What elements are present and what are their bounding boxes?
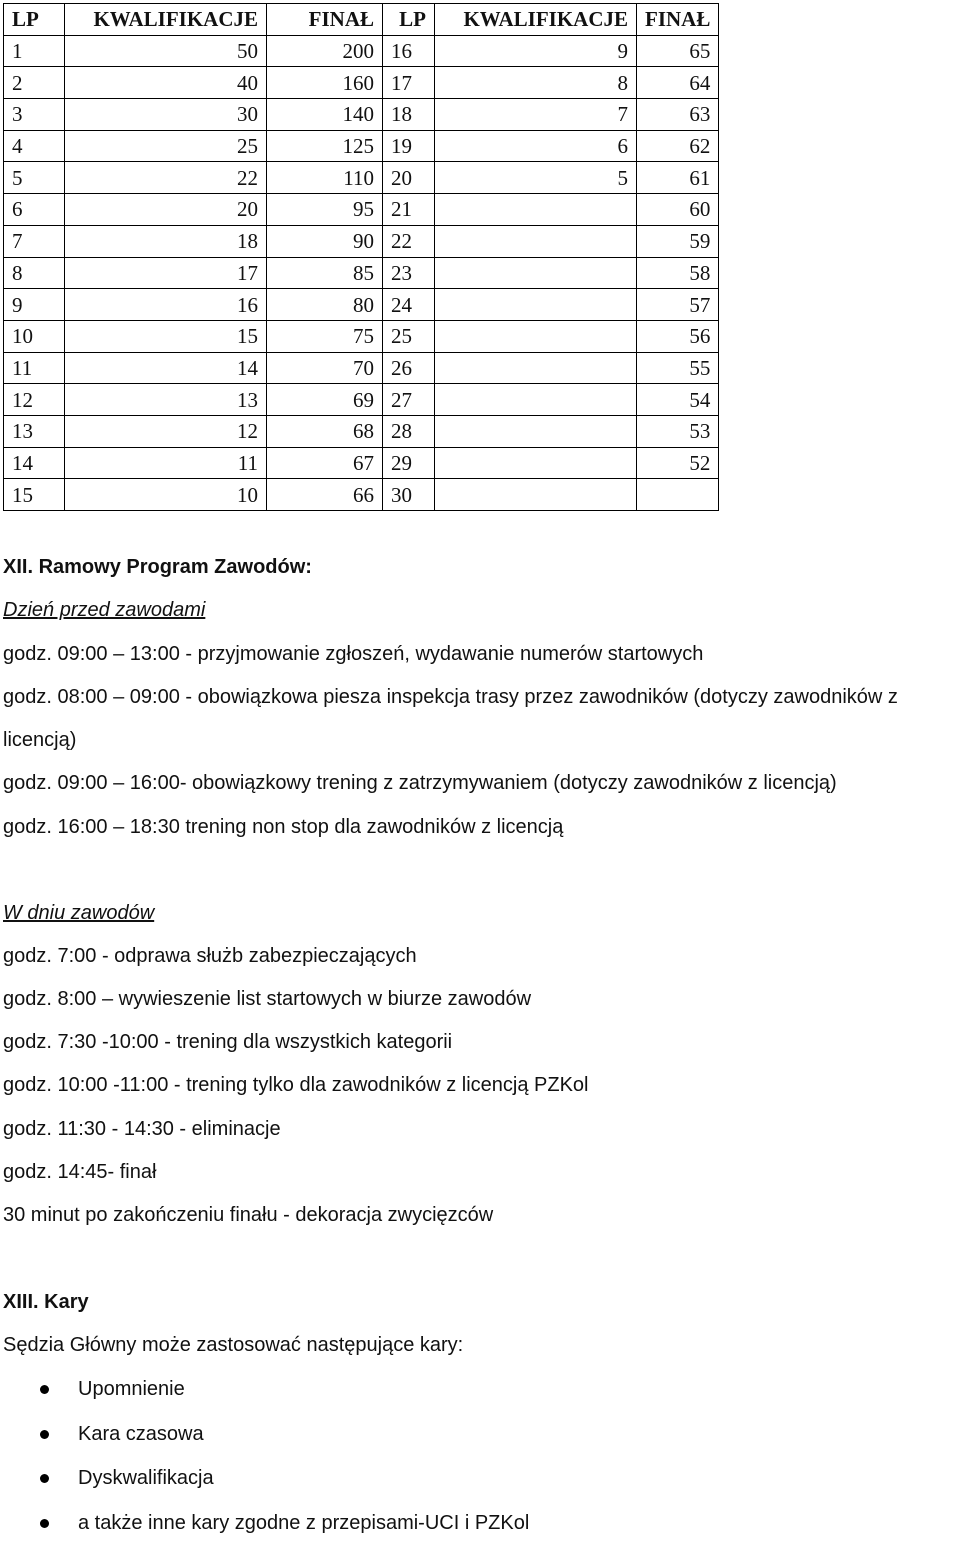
table-cell: 11 [4,352,65,384]
table-cell: 12 [4,384,65,416]
column-header: KWALIFIKACJE [435,4,637,36]
table-cell: 22 [383,225,435,257]
column-header: LP [4,4,65,36]
bullet-icon [40,1474,49,1483]
table-cell: 7 [4,225,65,257]
bullet-icon [40,1519,49,1528]
table-row [4,67,719,99]
list-item [3,1417,529,1462]
table-cell: 57 [637,289,719,321]
table-cell: 25 [383,320,435,352]
table-cell: 22 [65,162,267,194]
table-cell: 18 [65,225,267,257]
penalties-list [3,1372,529,1550]
table-cell: 40 [65,67,267,99]
day-before-heading: Dzień przed zawodami [3,599,205,622]
table-cell: 14 [4,447,65,479]
table-row [4,130,719,162]
table-cell: 13 [4,415,65,447]
table-cell: 70 [267,352,383,384]
section-13-title: XIII. Kary [3,1291,89,1314]
table-cell: 10 [4,320,65,352]
table-row [4,384,719,416]
table-cell [435,257,637,289]
table-cell: 50 [65,35,267,67]
table-cell: 7 [435,99,637,131]
table-cell: 65 [637,35,719,67]
table-cell: 6 [4,194,65,226]
table-cell: 13 [65,384,267,416]
table-cell: 54 [637,384,719,416]
bullet-icon [40,1430,49,1439]
table-cell: 125 [267,130,383,162]
schedule-item: godz. 09:00 – 13:00 - przyjmowanie zgłoszeń, wydawanie numerów startowych [3,643,703,666]
table-cell: 53 [637,415,719,447]
table-cell: 26 [383,352,435,384]
table-cell: 27 [383,384,435,416]
schedule-item: 30 minut po zakończeniu finału - dekoracja zwycięzców [3,1204,493,1227]
table-cell: 9 [435,35,637,67]
race-day-heading: W dniu zawodów [3,902,154,925]
table-cell: 80 [267,289,383,321]
section-12-title: XII. Ramowy Program Zawodów: [3,556,312,579]
table-cell: 55 [637,352,719,384]
list-item [3,1506,529,1550]
table-cell: 10 [65,479,267,511]
schedule-item: godz. 16:00 – 18:30 trening non stop dla zawodników z licencją [3,816,563,839]
table-cell: 5 [435,162,637,194]
table-cell: 52 [637,447,719,479]
table-cell: 85 [267,257,383,289]
table-cell: 25 [65,130,267,162]
table-cell: 69 [267,384,383,416]
table-cell: 68 [267,415,383,447]
table-cell: 30 [65,99,267,131]
table-cell: 200 [267,35,383,67]
table-cell: 16 [383,35,435,67]
table-cell: 56 [637,320,719,352]
table-cell [435,479,637,511]
table-cell: 63 [637,99,719,131]
column-header: LP [383,4,435,36]
table-row [4,352,719,384]
table-cell: 24 [383,289,435,321]
schedule-item: licencją) [3,729,76,752]
bullet-icon [40,1385,49,1394]
table-cell: 75 [267,320,383,352]
penalties-intro: Sędzia Główny może zastosować następujące kary: [3,1334,463,1357]
table-row [4,99,719,131]
table-cell [435,320,637,352]
table-cell: 28 [383,415,435,447]
table-cell: 64 [637,67,719,99]
penalty-label: Kara czasowa [78,1423,204,1445]
table-cell [435,194,637,226]
table-cell: 59 [637,225,719,257]
table-cell: 66 [267,479,383,511]
table-row [4,320,719,352]
table-cell: 30 [383,479,435,511]
table-cell: 58 [637,257,719,289]
schedule-item: godz. 7:00 - odprawa służb zabezpieczających [3,945,417,968]
table-cell: 17 [383,67,435,99]
table-cell [435,352,637,384]
table-cell: 61 [637,162,719,194]
table-cell: 9 [4,289,65,321]
penalty-label: a także inne kary zgodne z przepisami-UCI i PZKol [78,1512,529,1534]
table-cell: 1 [4,35,65,67]
table-row [4,225,719,257]
table-row [4,479,719,511]
table-cell [435,415,637,447]
table-row [4,162,719,194]
schedule-item: godz. 10:00 -11:00 - trening tylko dla zawodników z licencją PZKol [3,1074,589,1097]
table-row [4,447,719,479]
list-item [3,1461,529,1506]
table-cell: 20 [65,194,267,226]
column-header: KWALIFIKACJE [65,4,267,36]
table-cell: 15 [4,479,65,511]
schedule-item: godz. 09:00 – 16:00- obowiązkowy trening z zatrzymywaniem (dotyczy zawodników z licencją) [3,772,837,795]
table-cell: 90 [267,225,383,257]
table-cell: 110 [267,162,383,194]
table-cell: 20 [383,162,435,194]
table-cell: 11 [65,447,267,479]
schedule-item: godz. 11:30 - 14:30 - eliminacje [3,1118,281,1141]
table-cell: 18 [383,99,435,131]
table-row [4,257,719,289]
table-cell [435,384,637,416]
table-cell: 17 [65,257,267,289]
table-cell: 16 [65,289,267,321]
table-cell: 23 [383,257,435,289]
table-cell: 140 [267,99,383,131]
table-cell: 6 [435,130,637,162]
table-cell: 60 [637,194,719,226]
table-cell: 3 [4,99,65,131]
table-cell [435,289,637,321]
table-row [4,35,719,67]
table-body [4,35,719,510]
table-cell: 15 [65,320,267,352]
column-header: FINAŁ [637,4,719,36]
column-header: FINAŁ [267,4,383,36]
table-cell [637,479,719,511]
table-cell [435,225,637,257]
table-cell: 29 [383,447,435,479]
schedule-item: godz. 8:00 – wywieszenie list startowych w biurze zawodów [3,988,531,1011]
table-cell: 12 [65,415,267,447]
table-cell: 67 [267,447,383,479]
table-cell: 8 [4,257,65,289]
table-cell: 95 [267,194,383,226]
table-cell: 62 [637,130,719,162]
table-cell: 14 [65,352,267,384]
table-cell: 160 [267,67,383,99]
penalty-label: Upomnienie [78,1378,185,1400]
table-cell: 21 [383,194,435,226]
table-cell: 19 [383,130,435,162]
penalty-label: Dyskwalifikacja [78,1467,214,1489]
table-cell: 2 [4,67,65,99]
schedule-item: godz. 14:45- finał [3,1161,156,1184]
table-row [4,194,719,226]
table-row [4,415,719,447]
table-cell: 5 [4,162,65,194]
schedule-item: godz. 08:00 – 09:00 - obowiązkowa piesza inspekcja trasy przez zawodników (dotyczy zawodników z [3,686,898,709]
points-table [3,3,719,511]
schedule-item: godz. 7:30 -10:00 - trening dla wszystkich kategorii [3,1031,452,1054]
table-header-row [4,4,719,36]
list-item [3,1372,529,1417]
table-row [4,289,719,321]
table-cell: 4 [4,130,65,162]
table-cell [435,447,637,479]
table-cell: 8 [435,67,637,99]
